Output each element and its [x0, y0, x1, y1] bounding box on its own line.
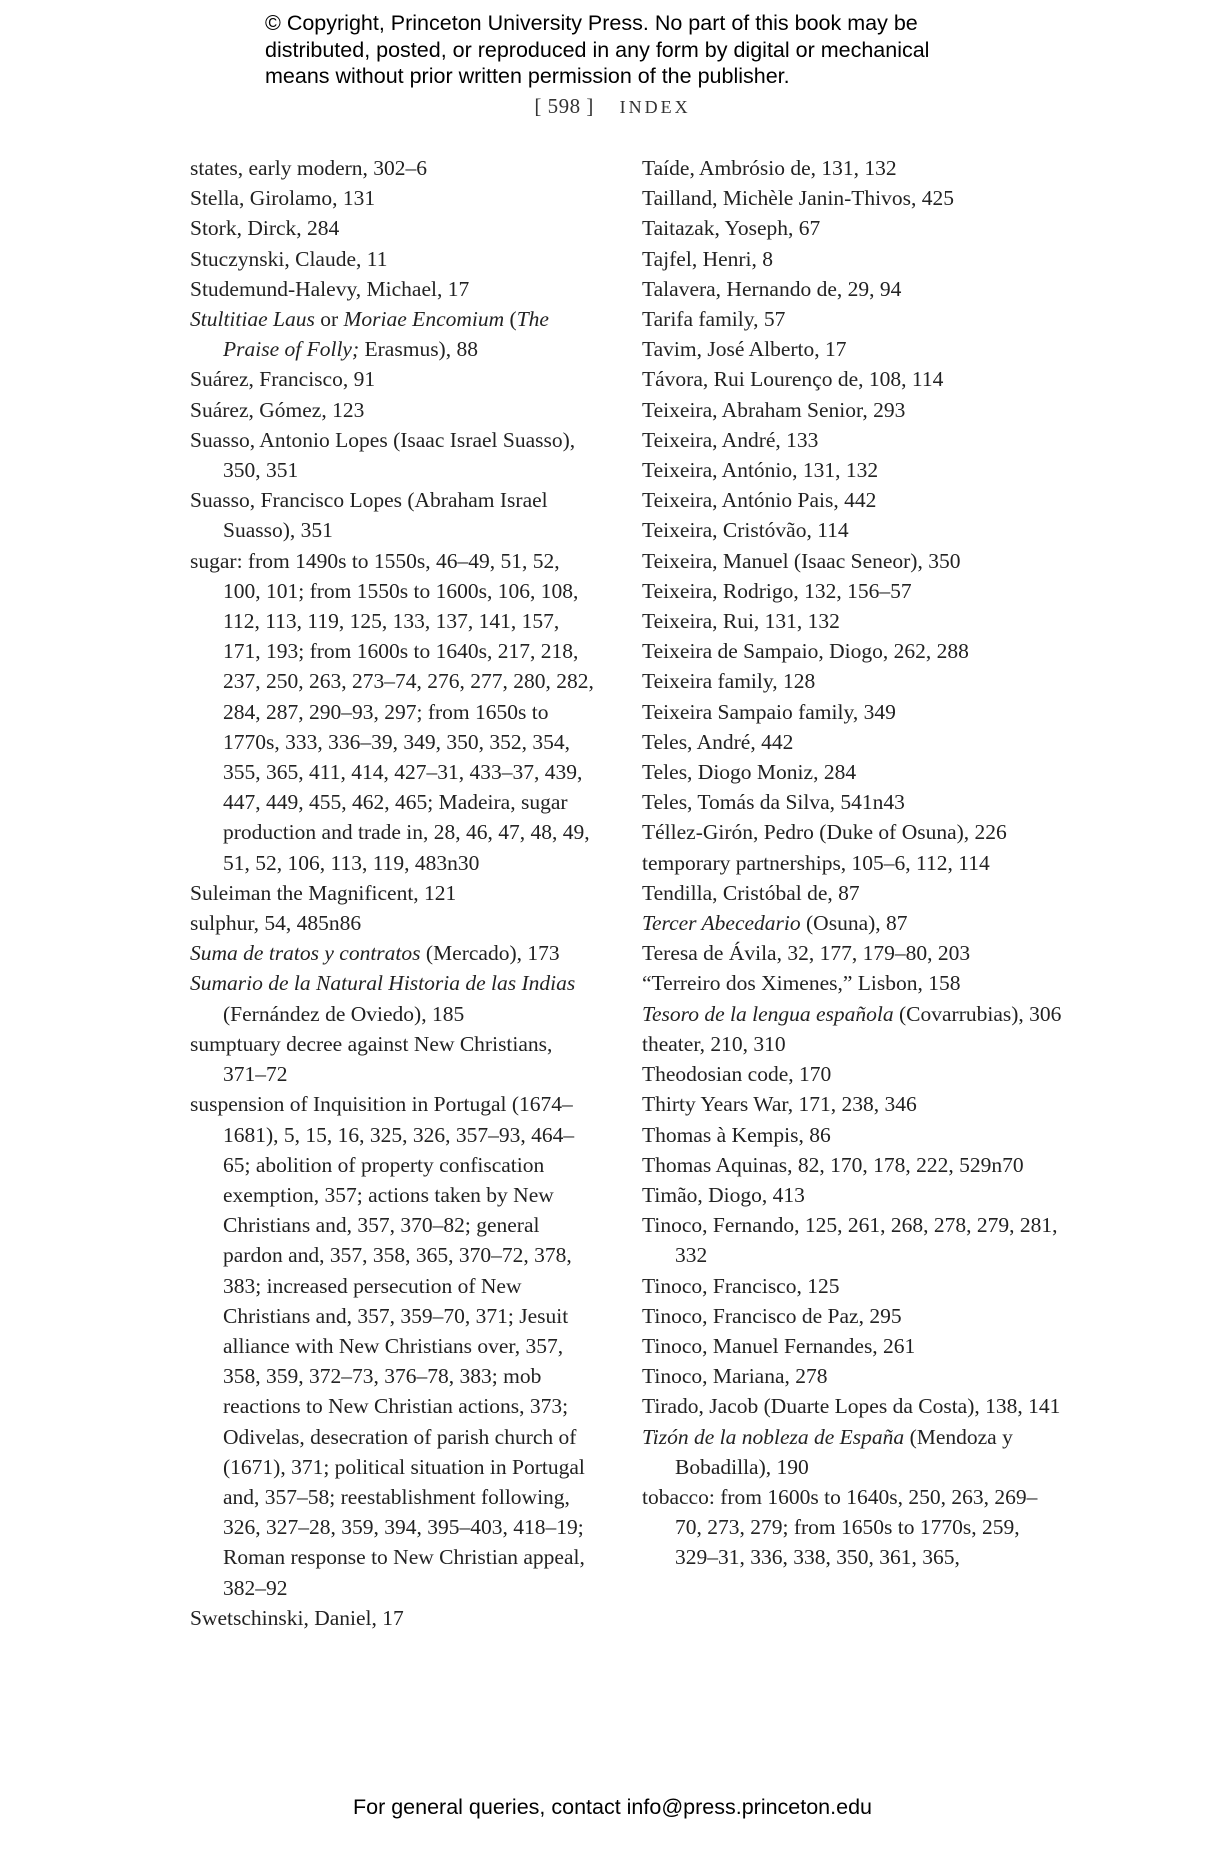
index-entry-text: Thomas à Kempis, 86 [642, 1122, 831, 1147]
index-entry-text: Teixeira, Cristóvão, 114 [642, 518, 849, 543]
index-entry-text: theater, 210, 310 [642, 1031, 786, 1056]
index-entry [642, 787, 1062, 817]
index-entry [190, 1089, 600, 1602]
index-entry-text: Tinoco, Fernando, 125, 261, 268, 278, 279, 281, 332 [642, 1213, 1058, 1268]
index-entry-text: Talavera, Hernando de, 29, 94 [642, 276, 902, 301]
index-entry [642, 395, 1062, 425]
index-entry-text: Teixeira, António, 131, 132 [642, 458, 879, 483]
index-entry [642, 606, 1062, 636]
index-entry-text: Teixeira, Manuel (Isaac Seneor), 350 [642, 548, 961, 573]
index-entry [642, 727, 1062, 757]
copyright-line: means without prior written permission of the publisher. [265, 64, 790, 88]
index-entry [190, 1603, 600, 1633]
index-entry [642, 999, 1062, 1029]
copyright-line: © Copyright, Princeton University Press. No part of this book may be [265, 11, 918, 35]
index-entry [642, 1029, 1062, 1059]
index-entry [642, 183, 1062, 213]
index-entry-text: Suasso, Antonio Lopes (Isaac Israel Suasso), 350, 351 [190, 427, 576, 483]
index-entry [642, 334, 1062, 364]
index-entry [190, 938, 600, 968]
index-entry-text: Stella, Girolamo, 131 [190, 186, 376, 211]
index-entry-title: Moriae Encomium [343, 307, 505, 332]
index-entry [190, 485, 600, 545]
index-entry [190, 153, 600, 183]
index-entry-text: (Fernández de Oviedo), 185 [223, 1001, 465, 1026]
index-entry-text: sugar: from 1490s to 1550s, 46–49, 51, 52, 100, 101; from 1550s to 1600s, 106, 108, 112, 113, 119, 125, 133, 137, 141, 157, 171, 193; from 1600s to 1640s, 217, 218, 237, 250, 263, 273–74, 276, 277, 280, 282, 284, 287, 290–93, 297; from 1650s to 1770s, 333, 336–39, 349, 350, 352, 354, 355, 365, 411, 414, 427–31, 433–37, 439, 447, 449, 455, 462, 465; Madeira, sugar production and trade in, 28, 46, 47, 48, 49, 51, 52, 106, 113, 119, 483n30 [190, 548, 594, 875]
index-entry-text: Stork, Dirck, 284 [190, 216, 340, 241]
index-entry [642, 938, 1062, 968]
index-entry-text: sumptuary decree against New Christians, 371–72 [190, 1031, 553, 1087]
index-entry-text: Tinoco, Mariana, 278 [642, 1364, 828, 1389]
index-entry-text: Távora, Rui Lourenço de, 108, 114 [642, 367, 944, 392]
index-column-right [642, 153, 1062, 1573]
index-entry-text: Taitazak, Yoseph, 67 [642, 216, 821, 241]
index-entry-text: Tendilla, Cristóbal de, 87 [642, 880, 860, 905]
index-entry [642, 636, 1062, 666]
index-entry-text: Teixeira, André, 133 [642, 427, 819, 452]
index-entry-text: Theodosian code, 170 [642, 1062, 832, 1087]
index-entry [642, 244, 1062, 274]
index-entry [190, 395, 600, 425]
index-entry [642, 1271, 1062, 1301]
index-entry [642, 1089, 1062, 1119]
section-title: INDEX [619, 97, 691, 117]
index-entry [642, 213, 1062, 243]
index-entry [642, 364, 1062, 394]
index-entry [642, 848, 1062, 878]
index-entry-text: ( [504, 307, 517, 332]
index-entry-text: suspension of Inquisition in Portugal (1674–1681), 5, 15, 16, 325, 326, 357–93, 464–65; abolition of property confiscation exemption, 357; actions taken by New Christians and, 357, 370–82; general pardon and, 357, 358, 365, 370–72, 378, 383; increased persecution of New Christians and, 357, 359–70, 371; Jesuit alliance with New Christians over, 357, 358, 359, 372–73, 376–78, 383; mob reactions to New Christian actions, 373; Odivelas, desecration of parish church of (1671), 371; political situation in Portugal and, 357–58; reestablishment following, 326, 327–28, 359, 394, 395–403, 418–19; Roman response to New Christian appeal, 382–92 [190, 1092, 585, 1600]
index-entry-text: Tavim, José Alberto, 17 [642, 337, 847, 362]
index-entry [190, 878, 600, 908]
index-entry [642, 304, 1062, 334]
index-entry [190, 425, 600, 485]
index-entry-text: Teixeira, Rui, 131, 132 [642, 609, 840, 634]
index-entry-text: Téllez-Girón, Pedro (Duke of Osuna), 226 [642, 820, 1007, 845]
index-entry [642, 1150, 1062, 1180]
copyright-line: distributed, posted, or reproduced in any form by digital or mechanical [265, 37, 930, 62]
index-entry-text: Teles, Tomás da Silva, 541n43 [642, 790, 905, 815]
index-entry [190, 908, 600, 938]
index-entry [642, 697, 1062, 727]
index-entry-text: Erasmus), 88 [359, 337, 478, 362]
index-entry [642, 546, 1062, 576]
index-entry-text: Studemund-Halevy, Michael, 17 [190, 276, 470, 301]
index-entry [642, 1422, 1062, 1482]
index-entry [642, 1482, 1062, 1573]
index-entry-text: Teixeira, Rodrigo, 132, 156–57 [642, 578, 912, 603]
index-entry-title: Sumario de la Natural Historia de las Indias [190, 971, 576, 996]
index-entry-text: Swetschinski, Daniel, 17 [190, 1605, 404, 1630]
index-entry-text: “Terreiro dos Ximenes,” Lisbon, 158 [642, 971, 961, 996]
index-entry [190, 1029, 600, 1089]
index-entry-text: Thomas Aquinas, 82, 170, 178, 222, 529n70 [642, 1152, 1024, 1177]
index-entry-text: states, early modern, 302–6 [190, 156, 428, 180]
index-entry [190, 304, 600, 364]
index-entry [642, 878, 1062, 908]
index-entry-title: Tercer Abecedario [642, 911, 801, 936]
index-entry [642, 1391, 1062, 1421]
index-entry [642, 1331, 1062, 1361]
index-entry [190, 364, 600, 394]
index-entry-text: Tailland, Michèle Janin-Thivos, 425 [642, 186, 954, 211]
index-entry [190, 968, 600, 1028]
index-entry-title: Tesoro de la lengua española [642, 1001, 894, 1026]
index-entry-text: Teresa de Ávila, 32, 177, 179–80, 203 [642, 941, 971, 966]
index-entry-text: sulphur, 54, 485n86 [190, 911, 362, 936]
index-entry-text: Teles, André, 442 [642, 729, 794, 754]
index-entry-text: Tinoco, Francisco de Paz, 295 [642, 1303, 902, 1328]
index-entry [642, 817, 1062, 847]
index-entry-text: (Mendoza y Bobadilla), 190 [675, 1424, 1013, 1479]
index-entry-text: (Osuna), 87 [800, 911, 908, 936]
index-entry-text: (Mercado), 173 [420, 941, 560, 966]
index-entry-title: The Praise of Folly; [223, 307, 549, 362]
index-entry-text: or [314, 307, 344, 332]
index-entry-text: Teixeira family, 128 [642, 669, 816, 694]
index-entry [642, 757, 1062, 787]
index-entry [190, 244, 600, 274]
index-entry [190, 274, 600, 304]
index-entry [642, 274, 1062, 304]
index-entry [642, 1059, 1062, 1089]
index-entry [642, 1180, 1062, 1210]
index-entry [642, 576, 1062, 606]
index-entry [642, 455, 1062, 485]
index-entry-text: Thirty Years War, 171, 238, 346 [642, 1092, 917, 1117]
index-entry-text: Teixeira, António Pais, 442 [642, 488, 877, 513]
index-entry-text: Tinoco, Francisco, 125 [642, 1273, 840, 1298]
index-entry-text: Taíde, Ambrósio de, 131, 132 [642, 156, 897, 180]
index-entry [642, 1120, 1062, 1150]
index-entry-text: temporary partnerships, 105–6, 112, 114 [642, 850, 990, 875]
copyright-notice [265, 10, 1025, 90]
index-entry-text: Teixeira Sampaio family, 349 [642, 699, 896, 724]
index-entry [642, 968, 1062, 998]
index-entry [642, 908, 1062, 938]
index-entry-text: Teixeira de Sampaio, Diogo, 262, 288 [642, 639, 969, 664]
index-entry-text: Tajfel, Henri, 8 [642, 246, 774, 271]
index-entry-text: (Covarrubias), 306 [893, 1001, 1062, 1026]
index-entry [190, 546, 600, 878]
index-entry-text: Teixeira, Abraham Senior, 293 [642, 397, 906, 422]
index-entry [642, 1301, 1062, 1331]
index-entry-text: Teles, Diogo Moniz, 284 [642, 760, 857, 785]
page-number: [ 598 ] [534, 94, 594, 118]
index-entry-text: Suárez, Francisco, 91 [190, 367, 376, 392]
index-entry [642, 1210, 1062, 1270]
index-entry-text: Suasso, Francisco Lopes (Abraham Israel Suasso), 351 [190, 488, 548, 543]
index-entry-text: Tirado, Jacob (Duarte Lopes da Costa), 138, 141 [642, 1394, 1061, 1419]
index-entry [642, 153, 1062, 183]
footer-contact: For general queries, contact info@press.princeton.edu [352, 1795, 872, 1819]
index-entry [190, 183, 600, 213]
index-entry-text: Suleiman the Magnificent, 121 [190, 880, 457, 905]
index-column-left [190, 153, 600, 1633]
index-entry [642, 485, 1062, 515]
index-entry-text: Tinoco, Manuel Fernandes, 261 [642, 1333, 916, 1358]
index-entry-title: Tizón de la nobleza de España [642, 1424, 905, 1449]
index-entry-text: Timão, Diogo, 413 [642, 1182, 805, 1207]
index-entry [642, 425, 1062, 455]
index-entry-text: Tarifa family, 57 [642, 307, 786, 332]
index-entry-text: tobacco: from 1600s to 1640s, 250, 263, 269–70, 273, 279; from 1650s to 1770s, 259, 329–31, 336, 338, 350, 361, 365, [642, 1484, 1038, 1570]
index-entry-text: Stuczynski, Claude, 11 [190, 246, 388, 271]
index-entry [642, 1361, 1062, 1391]
index-entry [642, 515, 1062, 545]
index-entry-title: Suma de tratos y contratos [190, 941, 421, 966]
running-head [0, 94, 1225, 119]
index-entry [190, 213, 600, 243]
index-entry [642, 666, 1062, 696]
index-entry-title: Stultitiae Laus [190, 307, 315, 332]
index-entry-text: Suárez, Gómez, 123 [190, 397, 365, 422]
